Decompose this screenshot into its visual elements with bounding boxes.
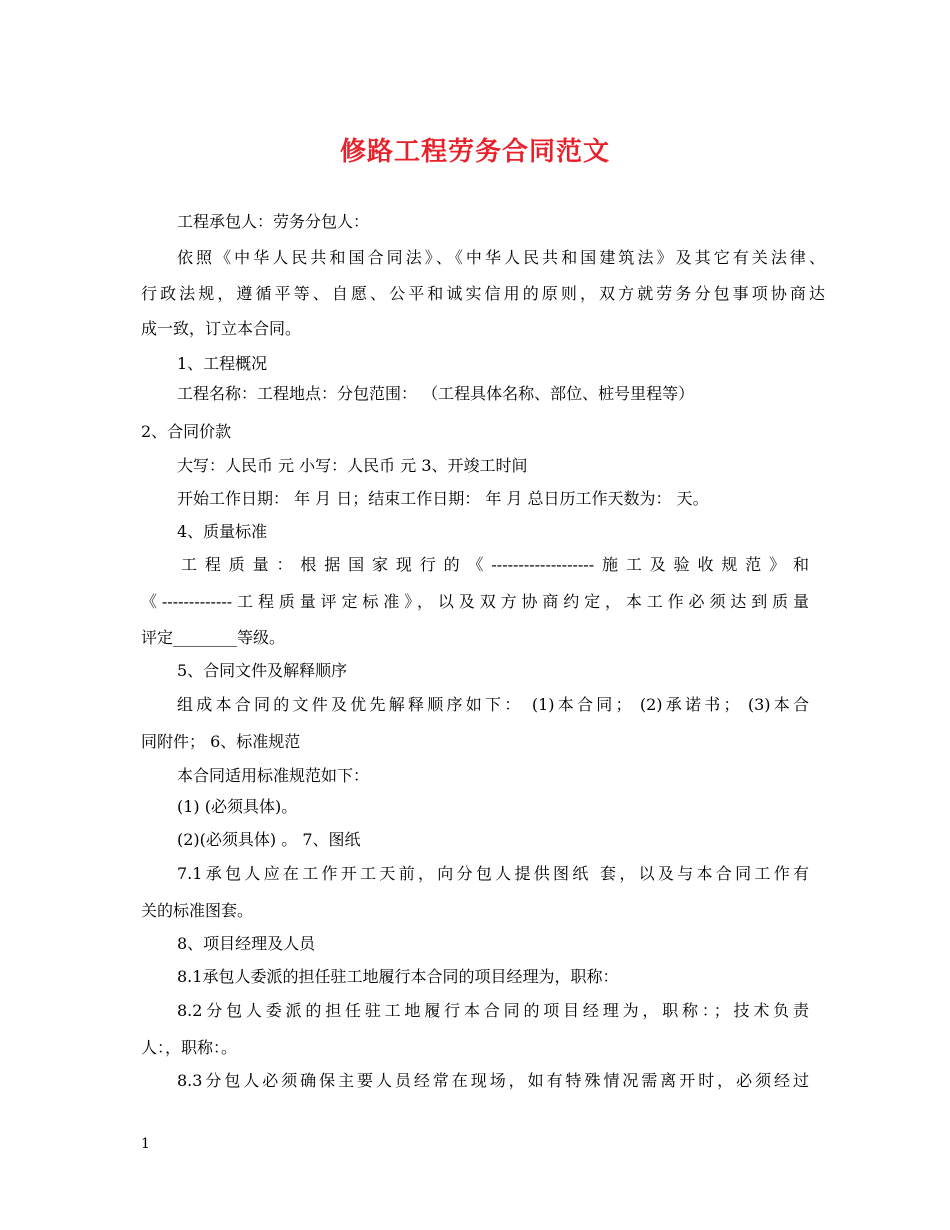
paragraph-line: 同附件； 6、标准规范 (141, 732, 301, 751)
page-number: 1 (141, 1136, 150, 1152)
paragraph-line: 人：，职称：。 (141, 1038, 238, 1057)
paragraph-line: 8.1承包人委派的担任驻工地履行本合同的项目经理为，职称： (177, 967, 619, 986)
paragraph-line: 依照《中华人民共和国合同法》、《中华人民共和国建筑法》及其它有关法律、 (177, 248, 825, 267)
section-heading: 1、工程概况 (177, 354, 268, 373)
paragraph-line: 工程承包人：劳务分包人： (177, 212, 370, 231)
paragraph-line: 行政法规，遵循平等、自愿、公平和诚实信用的原则，双方就劳务分包事项协商达 (141, 284, 825, 303)
section-heading: 8、项目经理及人员 (177, 934, 316, 953)
paragraph-line: 8.3分包人必须确保主要人员经常在现场，如有特殊情况需离开时，必须经过 (177, 1071, 809, 1090)
paragraph-line: 开始工作日期： 年 月 日；结束工作日期： 年 月 总日历工作天数为： 天。 (177, 489, 709, 508)
paragraph-line: 大写：人民币 元 小写：人民币 元 3、开竣工时间 (177, 456, 528, 475)
paragraph-line: 7.1承包人应在工作开工天前，向分包人提供图纸 套，以及与本合同工作有 (177, 864, 809, 883)
paragraph-line: 工程质量：根据国家现行的《-------------------施工及验收规范》和 (181, 555, 809, 574)
list-item: (2)(必须具体) 。 7、图纸 (177, 830, 361, 849)
paragraph-line: 本合同适用标准规范如下： (177, 766, 370, 785)
paragraph-line: 评定________等级。 (141, 628, 286, 647)
paragraph-line: 8.2分包人委派的担任驻工地履行本合同的项目经理为，职称：；技术负责 (177, 1001, 809, 1020)
paragraph-line: 组成本合同的文件及优先解释顺序如下： (1)本合同； (2)承诺书； (3)本合 (177, 695, 809, 714)
paragraph-line: 成一致，订立本合同。 (141, 319, 302, 338)
paragraph-line: 关的标准图套。 (141, 901, 254, 920)
section-heading: 4、质量标准 (177, 522, 268, 541)
section-heading: 5、合同文件及解释顺序 (177, 661, 348, 680)
section-heading: 2、合同价款 (141, 422, 232, 441)
list-item: (1) (必须具体)。 (177, 797, 298, 816)
paragraph-line: 《-------------工程质量评定标准》，以及双方协商约定，本工作必须达到质量 (141, 592, 809, 611)
paragraph-line: 工程名称：工程地点：分包范围： （工程具体名称、部位、桩号里程等） (177, 384, 695, 403)
document-title: 修路工程劳务合同范文 (339, 137, 610, 167)
